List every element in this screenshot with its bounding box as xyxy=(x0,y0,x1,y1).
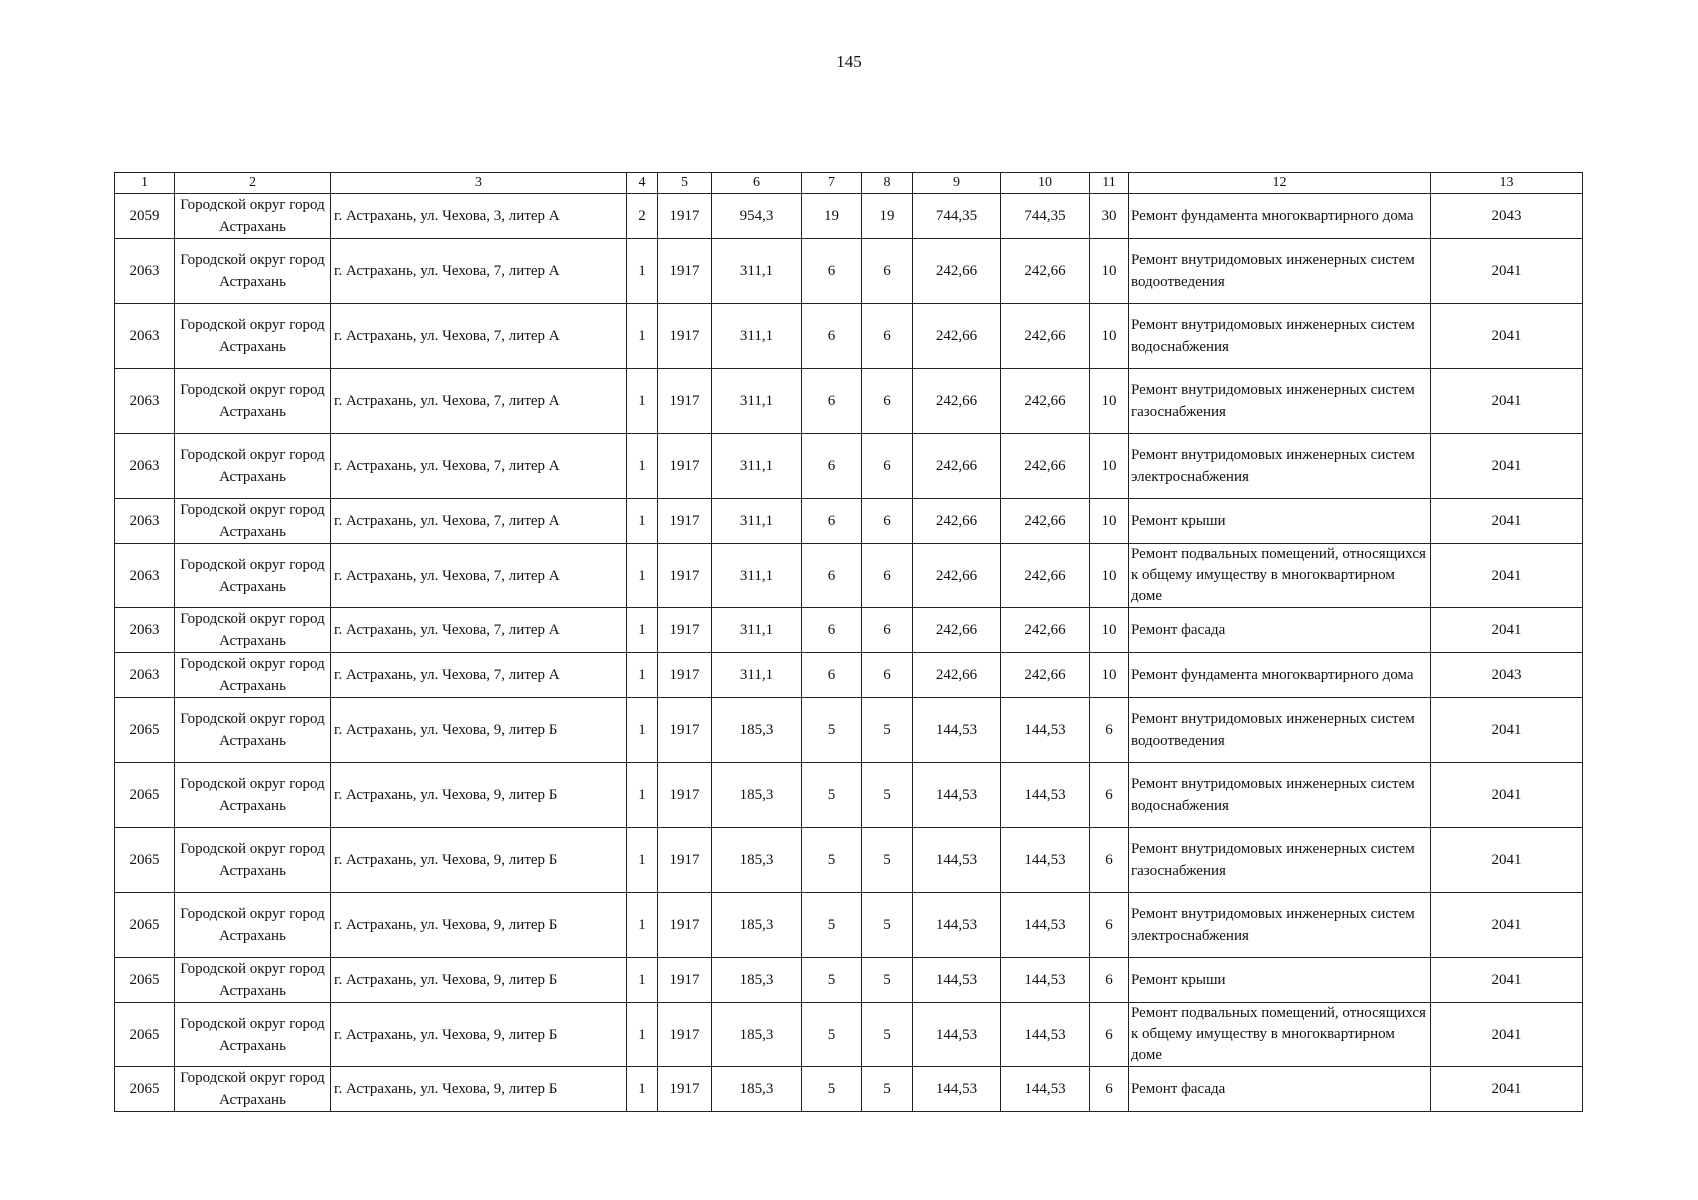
cell-col-9: 144,53 xyxy=(913,1003,1001,1067)
cell-col-10: 242,66 xyxy=(1001,499,1090,544)
municipality-cell: Городской округ город Астрахань xyxy=(175,194,331,239)
year-cell: 2041 xyxy=(1431,893,1583,958)
address-cell: г. Астрахань, ул. Чехова, 9, литер Б xyxy=(331,1003,627,1067)
cell-col-8: 6 xyxy=(862,608,913,653)
cell-col-5: 1917 xyxy=(658,698,712,763)
cell-col-8: 6 xyxy=(862,653,913,698)
column-header: 9 xyxy=(913,173,1001,194)
cell-col-11: 6 xyxy=(1090,698,1129,763)
municipality-cell: Городской округ город Астрахань xyxy=(175,1003,331,1067)
cell-col-7: 5 xyxy=(802,1067,862,1112)
row-number-cell: 2059 xyxy=(115,194,175,239)
cell-col-5: 1917 xyxy=(658,304,712,369)
cell-col-4: 2 xyxy=(627,194,658,239)
cell-col-11: 6 xyxy=(1090,958,1129,1003)
cell-col-9: 242,66 xyxy=(913,608,1001,653)
cell-col-8: 6 xyxy=(862,304,913,369)
cell-col-7: 5 xyxy=(802,763,862,828)
address-cell: г. Астрахань, ул. Чехова, 7, литер А xyxy=(331,434,627,499)
table-row xyxy=(115,698,1583,763)
cell-col-5: 1917 xyxy=(658,608,712,653)
column-header: 4 xyxy=(627,173,658,194)
cell-col-11: 10 xyxy=(1090,239,1129,304)
municipality-cell: Городской округ город Астрахань xyxy=(175,653,331,698)
municipality-cell: Городской округ город Астрахань xyxy=(175,369,331,434)
row-number-cell: 2063 xyxy=(115,544,175,608)
table-row xyxy=(115,304,1583,369)
address-cell: г. Астрахань, ул. Чехова, 9, литер Б xyxy=(331,1067,627,1112)
cell-col-10: 242,66 xyxy=(1001,608,1090,653)
table-row xyxy=(115,893,1583,958)
cell-col-10: 242,66 xyxy=(1001,304,1090,369)
table-row xyxy=(115,544,1583,608)
cell-col-6: 311,1 xyxy=(712,544,802,608)
capital-repair-table xyxy=(114,172,1583,1112)
cell-col-5: 1917 xyxy=(658,893,712,958)
cell-col-8: 19 xyxy=(862,194,913,239)
cell-col-10: 242,66 xyxy=(1001,544,1090,608)
row-number-cell: 2063 xyxy=(115,653,175,698)
row-number-cell: 2065 xyxy=(115,698,175,763)
work-type-cell: Ремонт внутридомовых инженерных систем электроснабжения xyxy=(1129,893,1431,958)
cell-col-4: 1 xyxy=(627,958,658,1003)
cell-col-5: 1917 xyxy=(658,499,712,544)
cell-col-9: 242,66 xyxy=(913,304,1001,369)
address-cell: г. Астрахань, ул. Чехова, 9, литер Б xyxy=(331,828,627,893)
cell-col-11: 10 xyxy=(1090,608,1129,653)
address-cell: г. Астрахань, ул. Чехова, 9, литер Б xyxy=(331,763,627,828)
municipality-cell: Городской округ город Астрахань xyxy=(175,828,331,893)
work-type-cell: Ремонт подвальных помещений, относящихся к общему имуществу в многоквартирном доме xyxy=(1129,1003,1431,1067)
year-cell: 2041 xyxy=(1431,763,1583,828)
work-type-cell: Ремонт подвальных помещений, относящихся к общему имуществу в многоквартирном доме xyxy=(1129,544,1431,608)
cell-col-10: 144,53 xyxy=(1001,1003,1090,1067)
cell-col-5: 1917 xyxy=(658,1067,712,1112)
cell-col-6: 311,1 xyxy=(712,239,802,304)
work-type-cell: Ремонт внутридомовых инженерных систем водоснабжения xyxy=(1129,304,1431,369)
address-cell: г. Астрахань, ул. Чехова, 7, литер А xyxy=(331,608,627,653)
year-cell: 2041 xyxy=(1431,544,1583,608)
municipality-cell: Городской округ город Астрахань xyxy=(175,958,331,1003)
cell-col-5: 1917 xyxy=(658,653,712,698)
cell-col-4: 1 xyxy=(627,1067,658,1112)
table-row xyxy=(115,369,1583,434)
table-row xyxy=(115,608,1583,653)
cell-col-6: 311,1 xyxy=(712,499,802,544)
cell-col-4: 1 xyxy=(627,1003,658,1067)
cell-col-4: 1 xyxy=(627,369,658,434)
column-header: 10 xyxy=(1001,173,1090,194)
column-header: 8 xyxy=(862,173,913,194)
column-header: 3 xyxy=(331,173,627,194)
table-header xyxy=(115,173,1583,194)
cell-col-9: 144,53 xyxy=(913,1067,1001,1112)
cell-col-6: 311,1 xyxy=(712,608,802,653)
table-row xyxy=(115,653,1583,698)
cell-col-5: 1917 xyxy=(658,544,712,608)
table-row xyxy=(115,828,1583,893)
year-cell: 2041 xyxy=(1431,698,1583,763)
column-header: 7 xyxy=(802,173,862,194)
cell-col-5: 1917 xyxy=(658,828,712,893)
address-cell: г. Астрахань, ул. Чехова, 7, литер А xyxy=(331,653,627,698)
cell-col-6: 185,3 xyxy=(712,1003,802,1067)
cell-col-8: 6 xyxy=(862,369,913,434)
work-type-cell: Ремонт фасада xyxy=(1129,1067,1431,1112)
cell-col-7: 6 xyxy=(802,369,862,434)
municipality-cell: Городской округ город Астрахань xyxy=(175,1067,331,1112)
cell-col-5: 1917 xyxy=(658,763,712,828)
table-row xyxy=(115,499,1583,544)
municipality-cell: Городской округ город Астрахань xyxy=(175,499,331,544)
cell-col-8: 6 xyxy=(862,239,913,304)
cell-col-11: 6 xyxy=(1090,1067,1129,1112)
column-header: 5 xyxy=(658,173,712,194)
cell-col-7: 6 xyxy=(802,304,862,369)
cell-col-11: 10 xyxy=(1090,304,1129,369)
table-body xyxy=(115,194,1583,1112)
cell-col-11: 10 xyxy=(1090,544,1129,608)
cell-col-11: 10 xyxy=(1090,434,1129,499)
year-cell: 2041 xyxy=(1431,499,1583,544)
year-cell: 2041 xyxy=(1431,239,1583,304)
row-number-cell: 2065 xyxy=(115,893,175,958)
year-cell: 2043 xyxy=(1431,653,1583,698)
cell-col-9: 242,66 xyxy=(913,434,1001,499)
cell-col-6: 311,1 xyxy=(712,304,802,369)
cell-col-9: 242,66 xyxy=(913,239,1001,304)
cell-col-9: 144,53 xyxy=(913,893,1001,958)
cell-col-5: 1917 xyxy=(658,194,712,239)
work-type-cell: Ремонт фасада xyxy=(1129,608,1431,653)
cell-col-11: 6 xyxy=(1090,828,1129,893)
cell-col-9: 242,66 xyxy=(913,653,1001,698)
cell-col-6: 311,1 xyxy=(712,653,802,698)
address-cell: г. Астрахань, ул. Чехова, 7, литер А xyxy=(331,544,627,608)
work-type-cell: Ремонт крыши xyxy=(1129,499,1431,544)
work-type-cell: Ремонт внутридомовых инженерных систем водоснабжения xyxy=(1129,763,1431,828)
cell-col-4: 1 xyxy=(627,893,658,958)
column-header: 11 xyxy=(1090,173,1129,194)
row-number-cell: 2063 xyxy=(115,608,175,653)
cell-col-9: 144,53 xyxy=(913,958,1001,1003)
municipality-cell: Городской округ город Астрахань xyxy=(175,763,331,828)
cell-col-7: 5 xyxy=(802,893,862,958)
work-type-cell: Ремонт внутридомовых инженерных систем газоснабжения xyxy=(1129,369,1431,434)
cell-col-8: 5 xyxy=(862,828,913,893)
row-number-cell: 2065 xyxy=(115,763,175,828)
cell-col-7: 6 xyxy=(802,434,862,499)
cell-col-8: 6 xyxy=(862,499,913,544)
cell-col-6: 185,3 xyxy=(712,698,802,763)
municipality-cell: Городской округ город Астрахань xyxy=(175,304,331,369)
cell-col-5: 1917 xyxy=(658,958,712,1003)
year-cell: 2041 xyxy=(1431,958,1583,1003)
cell-col-8: 5 xyxy=(862,698,913,763)
cell-col-6: 185,3 xyxy=(712,763,802,828)
municipality-cell: Городской округ город Астрахань xyxy=(175,698,331,763)
cell-col-7: 5 xyxy=(802,828,862,893)
cell-col-9: 242,66 xyxy=(913,544,1001,608)
cell-col-4: 1 xyxy=(627,608,658,653)
column-header: 2 xyxy=(175,173,331,194)
cell-col-6: 954,3 xyxy=(712,194,802,239)
work-type-cell: Ремонт внутридомовых инженерных систем газоснабжения xyxy=(1129,828,1431,893)
address-cell: г. Астрахань, ул. Чехова, 7, литер А xyxy=(331,369,627,434)
cell-col-7: 6 xyxy=(802,499,862,544)
cell-col-8: 5 xyxy=(862,893,913,958)
year-cell: 2041 xyxy=(1431,608,1583,653)
cell-col-7: 19 xyxy=(802,194,862,239)
cell-col-4: 1 xyxy=(627,239,658,304)
address-cell: г. Астрахань, ул. Чехова, 9, литер Б xyxy=(331,698,627,763)
cell-col-10: 242,66 xyxy=(1001,239,1090,304)
cell-col-10: 242,66 xyxy=(1001,434,1090,499)
cell-col-6: 185,3 xyxy=(712,828,802,893)
cell-col-9: 744,35 xyxy=(913,194,1001,239)
table-row xyxy=(115,434,1583,499)
table-row xyxy=(115,194,1583,239)
cell-col-8: 5 xyxy=(862,1067,913,1112)
work-type-cell: Ремонт внутридомовых инженерных систем водоотведения xyxy=(1129,239,1431,304)
table-row xyxy=(115,1067,1583,1112)
cell-col-6: 185,3 xyxy=(712,1067,802,1112)
cell-col-11: 6 xyxy=(1090,893,1129,958)
cell-col-5: 1917 xyxy=(658,239,712,304)
cell-col-7: 6 xyxy=(802,608,862,653)
cell-col-11: 30 xyxy=(1090,194,1129,239)
cell-col-7: 6 xyxy=(802,544,862,608)
cell-col-9: 144,53 xyxy=(913,698,1001,763)
year-cell: 2041 xyxy=(1431,304,1583,369)
year-cell: 2041 xyxy=(1431,434,1583,499)
year-cell: 2041 xyxy=(1431,1003,1583,1067)
cell-col-11: 6 xyxy=(1090,763,1129,828)
cell-col-5: 1917 xyxy=(658,434,712,499)
cell-col-7: 6 xyxy=(802,239,862,304)
municipality-cell: Городской округ город Астрахань xyxy=(175,544,331,608)
cell-col-10: 144,53 xyxy=(1001,763,1090,828)
column-header: 12 xyxy=(1129,173,1431,194)
cell-col-4: 1 xyxy=(627,653,658,698)
cell-col-5: 1917 xyxy=(658,1003,712,1067)
row-number-cell: 2063 xyxy=(115,239,175,304)
year-cell: 2041 xyxy=(1431,828,1583,893)
cell-col-4: 1 xyxy=(627,304,658,369)
address-cell: г. Астрахань, ул. Чехова, 7, литер А xyxy=(331,239,627,304)
table-row xyxy=(115,1003,1583,1067)
cell-col-10: 744,35 xyxy=(1001,194,1090,239)
page-number: 145 xyxy=(836,52,862,71)
row-number-cell: 2063 xyxy=(115,499,175,544)
cell-col-11: 10 xyxy=(1090,369,1129,434)
cell-col-10: 144,53 xyxy=(1001,893,1090,958)
row-number-cell: 2065 xyxy=(115,828,175,893)
cell-col-7: 6 xyxy=(802,653,862,698)
year-cell: 2043 xyxy=(1431,194,1583,239)
municipality-cell: Городской округ город Астрахань xyxy=(175,434,331,499)
column-header: 13 xyxy=(1431,173,1583,194)
table-row xyxy=(115,239,1583,304)
cell-col-8: 5 xyxy=(862,958,913,1003)
cell-col-4: 1 xyxy=(627,763,658,828)
cell-col-5: 1917 xyxy=(658,369,712,434)
cell-col-10: 144,53 xyxy=(1001,1067,1090,1112)
cell-col-9: 242,66 xyxy=(913,499,1001,544)
table-row xyxy=(115,763,1583,828)
cell-col-6: 311,1 xyxy=(712,369,802,434)
cell-col-4: 1 xyxy=(627,499,658,544)
cell-col-8: 6 xyxy=(862,434,913,499)
work-type-cell: Ремонт фундамента многоквартирного дома xyxy=(1129,653,1431,698)
row-number-cell: 2065 xyxy=(115,958,175,1003)
cell-col-10: 242,66 xyxy=(1001,653,1090,698)
cell-col-11: 10 xyxy=(1090,653,1129,698)
table-row xyxy=(115,958,1583,1003)
municipality-cell: Городской округ город Астрахань xyxy=(175,239,331,304)
cell-col-9: 144,53 xyxy=(913,828,1001,893)
row-number-cell: 2065 xyxy=(115,1003,175,1067)
column-header: 1 xyxy=(115,173,175,194)
municipality-cell: Городской округ город Астрахань xyxy=(175,608,331,653)
cell-col-7: 5 xyxy=(802,1003,862,1067)
row-number-cell: 2065 xyxy=(115,1067,175,1112)
cell-col-7: 5 xyxy=(802,958,862,1003)
cell-col-4: 1 xyxy=(627,544,658,608)
cell-col-4: 1 xyxy=(627,698,658,763)
cell-col-9: 242,66 xyxy=(913,369,1001,434)
row-number-cell: 2063 xyxy=(115,434,175,499)
row-number-cell: 2063 xyxy=(115,369,175,434)
address-cell: г. Астрахань, ул. Чехова, 9, литер Б xyxy=(331,893,627,958)
year-cell: 2041 xyxy=(1431,369,1583,434)
cell-col-6: 185,3 xyxy=(712,958,802,1003)
address-cell: г. Астрахань, ул. Чехова, 7, литер А xyxy=(331,499,627,544)
cell-col-11: 6 xyxy=(1090,1003,1129,1067)
cell-col-8: 5 xyxy=(862,763,913,828)
cell-col-4: 1 xyxy=(627,434,658,499)
work-type-cell: Ремонт внутридомовых инженерных систем электроснабжения xyxy=(1129,434,1431,499)
year-cell: 2041 xyxy=(1431,1067,1583,1112)
cell-col-10: 144,53 xyxy=(1001,698,1090,763)
cell-col-6: 311,1 xyxy=(712,434,802,499)
cell-col-11: 10 xyxy=(1090,499,1129,544)
cell-col-8: 6 xyxy=(862,544,913,608)
cell-col-7: 5 xyxy=(802,698,862,763)
municipality-cell: Городской округ город Астрахань xyxy=(175,893,331,958)
column-header: 6 xyxy=(712,173,802,194)
cell-col-10: 144,53 xyxy=(1001,958,1090,1003)
row-number-cell: 2063 xyxy=(115,304,175,369)
work-type-cell: Ремонт фундамента многоквартирного дома xyxy=(1129,194,1431,239)
cell-col-10: 144,53 xyxy=(1001,828,1090,893)
cell-col-9: 144,53 xyxy=(913,763,1001,828)
work-type-cell: Ремонт внутридомовых инженерных систем водоотведения xyxy=(1129,698,1431,763)
address-cell: г. Астрахань, ул. Чехова, 7, литер А xyxy=(331,304,627,369)
address-cell: г. Астрахань, ул. Чехова, 9, литер Б xyxy=(331,958,627,1003)
cell-col-4: 1 xyxy=(627,828,658,893)
cell-col-10: 242,66 xyxy=(1001,369,1090,434)
work-type-cell: Ремонт крыши xyxy=(1129,958,1431,1003)
cell-col-6: 185,3 xyxy=(712,893,802,958)
cell-col-8: 5 xyxy=(862,1003,913,1067)
address-cell: г. Астрахань, ул. Чехова, 3, литер А xyxy=(331,194,627,239)
